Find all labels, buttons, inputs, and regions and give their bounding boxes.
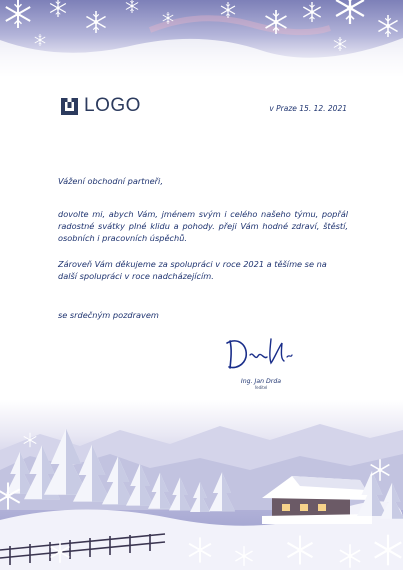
letter-date: v Praze 15. 12. 2021: [269, 104, 347, 113]
signer-name: Ing. Jan Drda: [240, 378, 282, 385]
company-logo: [61, 95, 141, 117]
handwritten-signature: [224, 335, 296, 373]
salutation: Vážení obchodní partneři,: [58, 176, 163, 186]
logo-text: LOGO: [84, 95, 141, 116]
winter-landscape: [0, 400, 403, 570]
top-snowflake-banner: [0, 0, 403, 78]
signer-role: ředitel: [254, 385, 268, 390]
square-bracket-logo-icon: [61, 98, 78, 115]
closing: se srdečným pozdravem: [58, 310, 159, 320]
paragraph-greeting: dovolte mi, abych Vám, jménem svým i celého našeho týmu, popřál radostné svátky plné klidu a pohody. přeji Vám hodné zdraví, štěstí, osobních i pracovních úspěchů.: [58, 209, 348, 244]
paragraph-thanks: Zároveň Vám děkujeme za spolupráci v roce 2021 a těšíme se na další spolupráci v roce nadcházejícím.: [58, 259, 327, 282]
